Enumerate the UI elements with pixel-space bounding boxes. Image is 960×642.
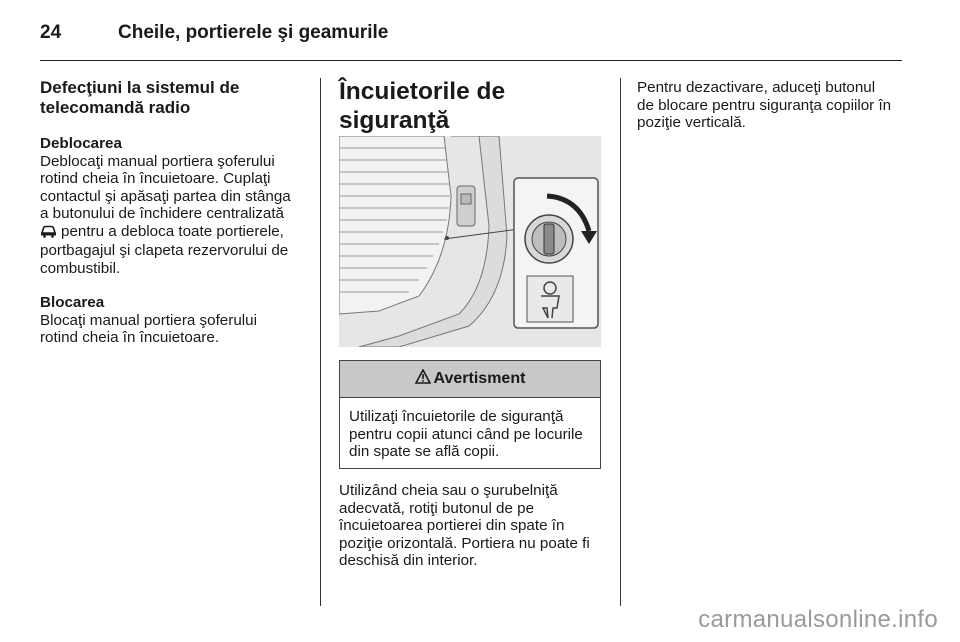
warning-text: Utilizaţi încuietorile de siguranţă pentru copii atunci când pe locurile din spate se află copii.	[349, 408, 583, 460]
warning-header: Avertisment	[340, 361, 600, 398]
warning-icon	[415, 369, 431, 389]
page-number: 24	[40, 22, 62, 43]
header-divider	[40, 60, 902, 61]
section-title-remote: Defecţiuni la sistemul de telecomandă radio	[40, 78, 240, 117]
child-lock-paragraph: Utilizând cheia sau o şurubelniţă adecvată, rotiţi butonul de pe încuietoarea portierei din spate în poziţie orizontală. Portiera nu poate fi deschisă din interior.	[339, 482, 590, 569]
page-title: Cheile, portierele şi geamurile	[118, 22, 389, 43]
car-unlock-icon	[40, 224, 57, 243]
column-divider-right	[620, 78, 621, 606]
watermark: carmanualsonline.info	[698, 606, 938, 633]
child-lock-title: Încuietorile de siguranţă	[339, 78, 506, 134]
lock-subtitle: Blocarea	[40, 294, 105, 311]
column-divider-left	[320, 78, 321, 606]
lock-paragraph: Blocaţi manual portiera şoferului rotind cheia în încuietoare.	[40, 311, 257, 346]
deactivation-paragraph: Pentru dezactivare, aduceţi butonul de blocare pentru siguranţa copiilor în poziţie verticală.	[637, 79, 892, 131]
warning-box	[339, 360, 601, 469]
left-column	[40, 78, 310, 347]
child-lock-illustration	[339, 136, 601, 347]
unlock-paragraph: Deblocaţi manual portiera şoferului rotind cheia în încuietoare. Cuplaţi contactul şi apăsaţi partea din stânga a butonului de închidere centralizată pentru a debloca toate portierele, portbagajul şi clapeta rezervorului de combustibil.	[40, 152, 291, 277]
unlock-subtitle: Deblocarea	[40, 135, 122, 152]
